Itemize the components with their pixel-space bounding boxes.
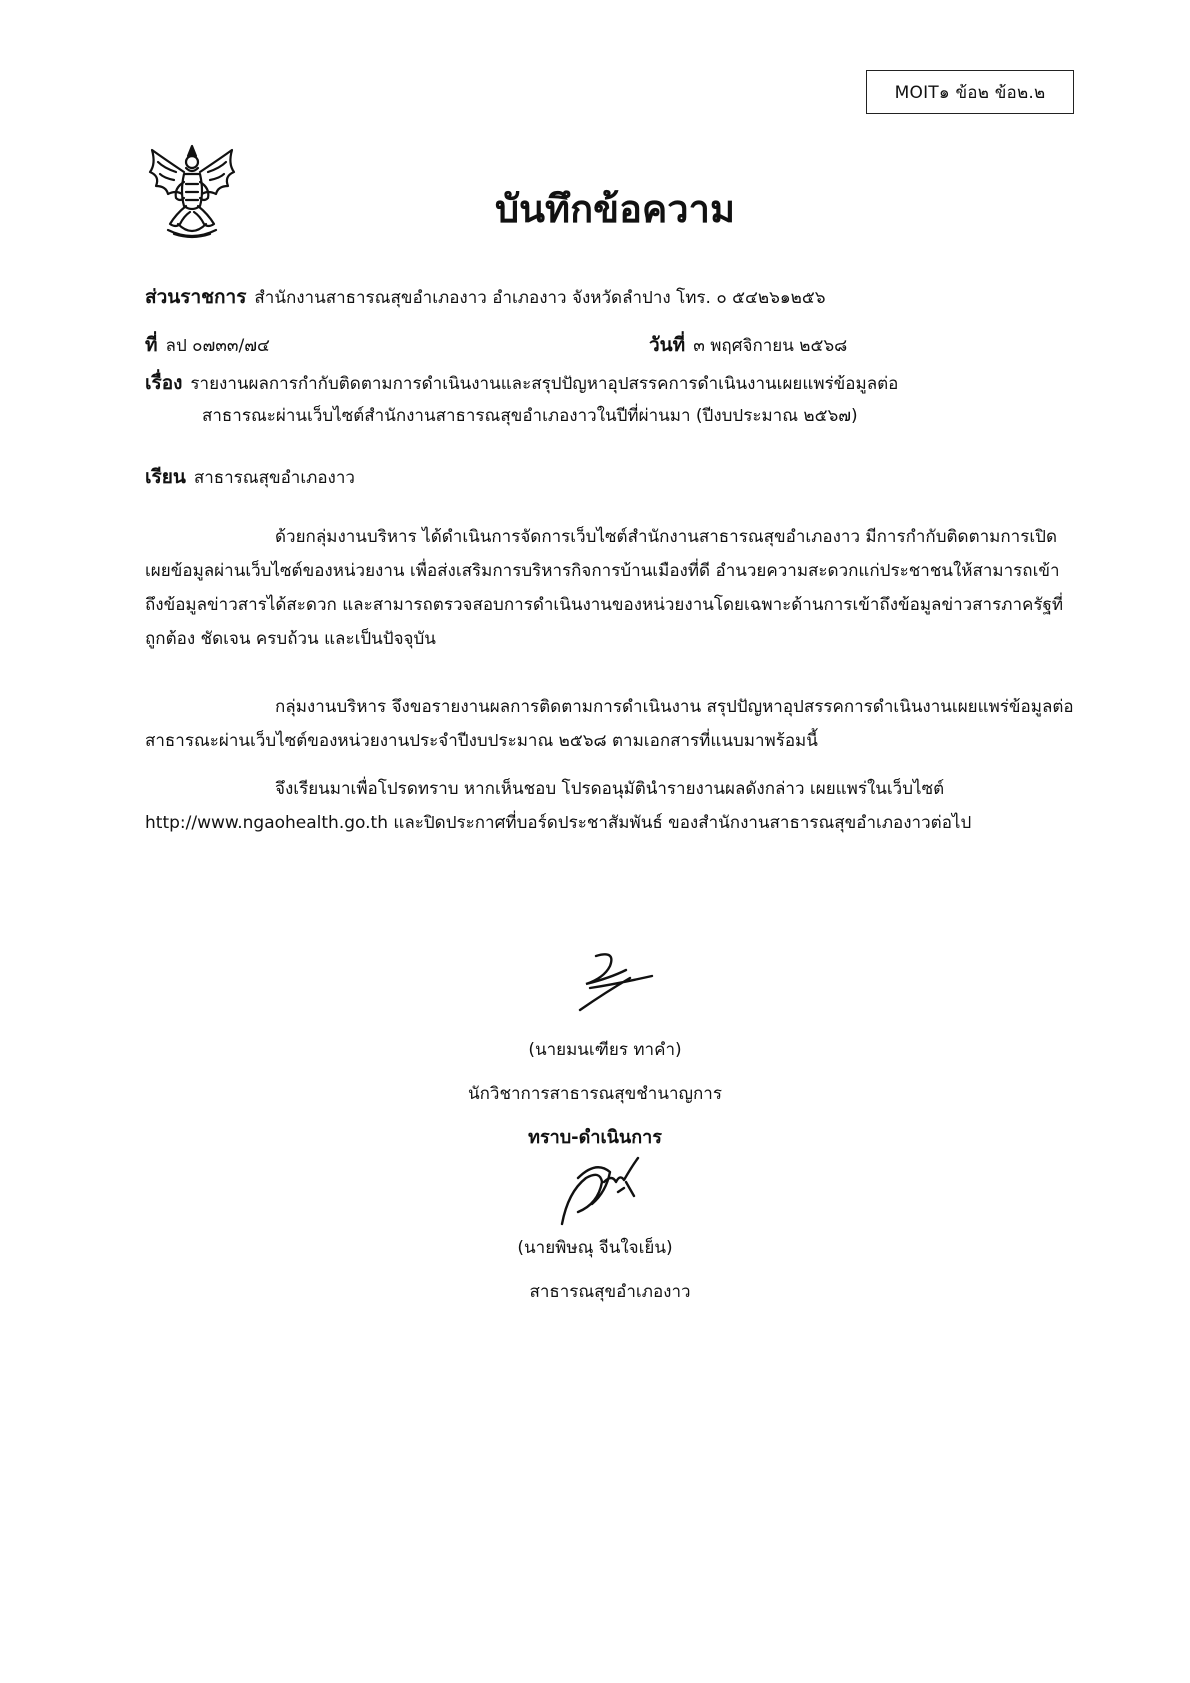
signer-2-position: สาธารณสุขอำเภองาว [529, 1282, 691, 1302]
body-paragraph-1 [145, 520, 1077, 656]
approval-note: ทราบ-ดำเนินการ [528, 1127, 662, 1148]
agency-label: ส่วนราชการ [145, 286, 247, 308]
signer-2-name: (นายพิษณุ จีนใจเย็น) [517, 1238, 673, 1258]
number-label: ที่ [145, 334, 158, 356]
document-title: บันทึกข้อความ [494, 187, 736, 231]
date-value: ๓ พฤศจิกายน ๒๕๖๘ [693, 336, 848, 356]
number-value: ลป ๐๗๓๓/๗๔ [165, 336, 270, 356]
number-date-line [145, 330, 1045, 360]
salutation-line [145, 462, 355, 492]
subject-line-2: สาธารณะผ่านเว็บไซต์สำนักงานสาธารณสุขอำเภองาวในปีที่ผ่านมา (ปีงบประมาณ ๒๕๖๗) [202, 406, 858, 426]
signature-2-icon [548, 1152, 648, 1230]
date-label: วันที่ [649, 334, 686, 356]
to-label: เรียน [145, 466, 186, 488]
subject-line-1: รายงานผลการกำกับติดตามการดำเนินงานและสรุปปัญหาอุปสรรคการดำเนินงานเผยแพร่ข้อมูลต่อ [190, 374, 899, 394]
signer-1-name: (นายมนเฑียร ทาคำ) [528, 1040, 682, 1060]
body-paragraph-3 [145, 772, 1077, 840]
signer-1-position: นักวิชาการสาธารณสุขชำนาญการ [468, 1084, 722, 1104]
paragraph-2-text: กลุ่มงานบริหาร จึงขอรายงานผลการติดตามการดำเนินงาน สรุปปัญหาอุปสรรคการดำเนินงานเผยแพร่ข้อมูลต่อสาธารณะผ่านเว็บไซต์ของหน่วยงานประจำปีงบประมาณ ๒๕๖๘ ตามเอกสารที่แนบมาพร้อมนี้ [145, 697, 1074, 751]
signature-1-icon [566, 948, 656, 1018]
subject-line [145, 368, 898, 398]
agency-line [145, 282, 826, 312]
date-group [649, 330, 847, 360]
subject-label: เรื่อง [145, 372, 183, 394]
reference-box: MOIT๑ ข้อ๒ ข้อ๒.๒ [866, 70, 1074, 114]
agency-value: สำนักงานสาธารณสุขอำเภองาว อำเภองาว จังหวัดลำปาง โทร. ๐ ๕๔๒๖๑๒๕๖ [254, 288, 826, 308]
paragraph-1-text: ด้วยกลุ่มงานบริหาร ได้ดำเนินการจัดการเว็บไซต์สำนักงานสาธารณสุขอำเภองาว มีการกำกับติดตามการเปิดเผยข้อมูลผ่านเว็บไซต์ของหน่วยงาน เพื่อส่งเสริมการบริหารกิจการบ้านเมืองที่ดี อำนวยความสะดวกแก่ประชาชนให้สามารถเข้าถึงข้อมูลข่าวสารได้สะดวก และสามารถตรวจสอบการดำเนินงานของหน่วยงานโดยเฉพาะด้านการเข้าถึงข้อมูลข่าวสารภาครัฐที่ถูกต้อง ชัดเจน ครบถ้วน และเป็นปัจจุบัน [145, 527, 1064, 649]
paragraph-3-text: จึงเรียนมาเพื่อโปรดทราบ หากเห็นชอบ โปรดอนุมัตินำรายงานผลดังกล่าว เผยแพร่ในเว็บไซต์ http://www.ngaohealth.go.th และปิดประกาศที่บอร์ดประชาสัมพันธ์ ของสำนักงานสาธารณสุขอำเภองาวต่อไป [145, 779, 972, 833]
body-paragraph-2 [145, 690, 1077, 758]
to-value: สาธารณสุขอำเภองาว [193, 468, 355, 488]
